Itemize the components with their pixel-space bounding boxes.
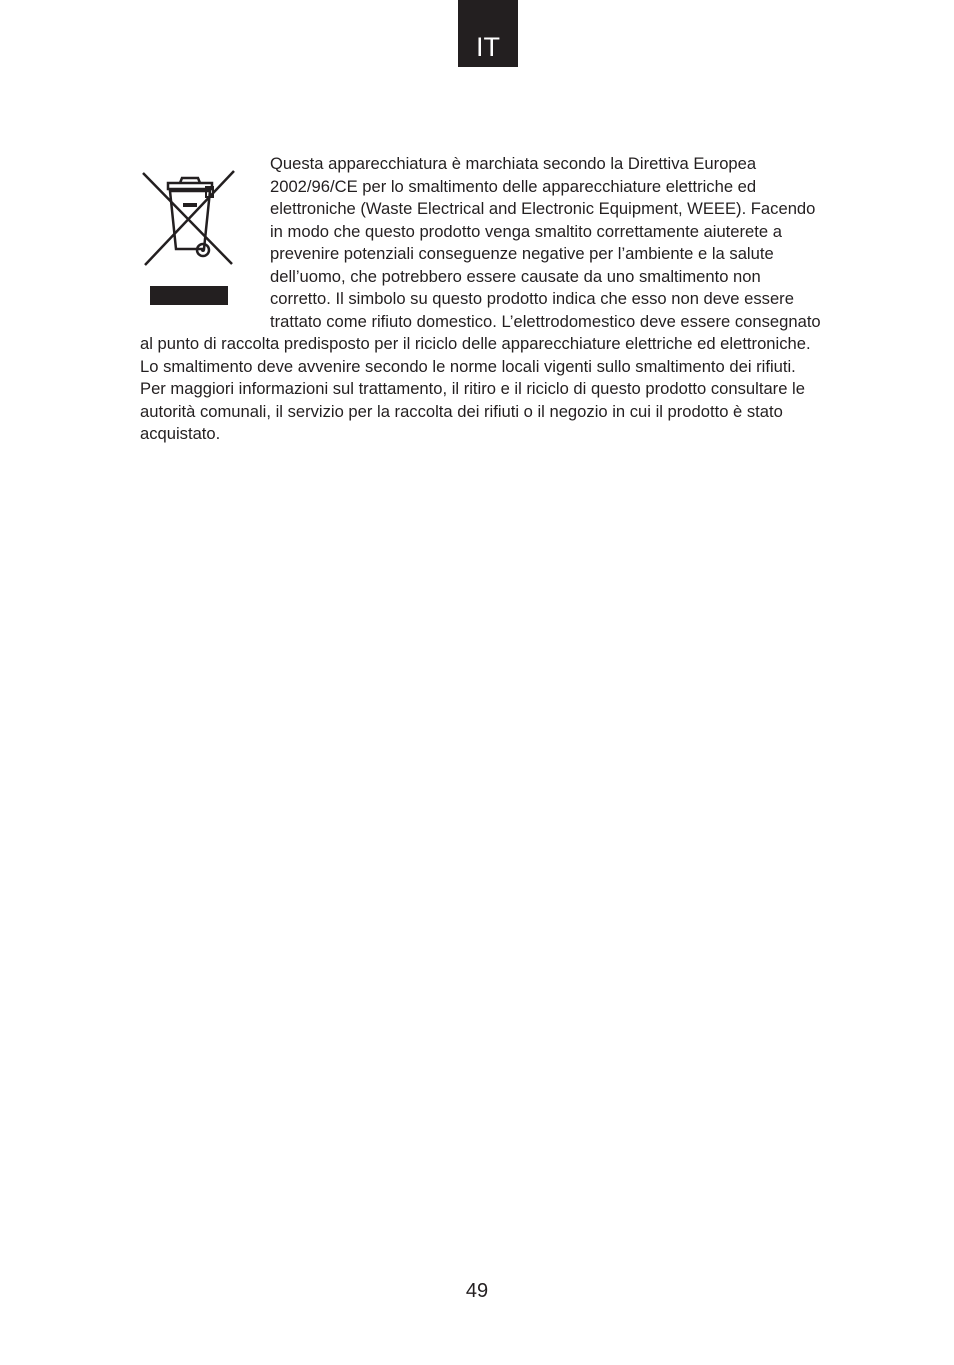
crossed-out-wheelie-bin-icon <box>140 167 238 267</box>
language-tab <box>458 0 518 67</box>
weee-section <box>140 153 822 446</box>
weee-paragraph: Questa apparecchiatura è marchiata secondo la Direttiva Europea 2002/96/CE per lo smaltimento delle apparecchiature elettriche ed elettroniche (Waste Electrical and Electronic Equipment, WEEE). Facendo in modo che questo prodotto venga smaltito correttamente aiuterete a prevenire potenziali conseguenze negative per l’ambiente e la salute dell’uomo, che potrebbero essere causate da uno smaltimento non corretto. Il simbolo su questo prodotto indica che esso non deve essere trattato come rifiuto domestico. L’elettrodomestico deve essere consegnato al punto di raccolta predisposto per il riciclo delle apparecchiature elettriche ed elettroniche. Lo smaltimento deve avvenire secondo le norme locali vigenti sullo smaltimento dei rifiuti. Per maggiori informazioni sul trattamento, il ritiro e il riciclo di questo prodotto consultare le autorità comunali, il servizio per la raccolta dei rifiuti o il negozio in cui il prodotto è stato acquistato. <box>140 154 821 443</box>
page-number: 49 <box>465 1280 489 1302</box>
language-tab-label: IT <box>476 32 500 62</box>
weee-black-bar <box>150 286 228 305</box>
weee-symbol <box>140 153 270 311</box>
